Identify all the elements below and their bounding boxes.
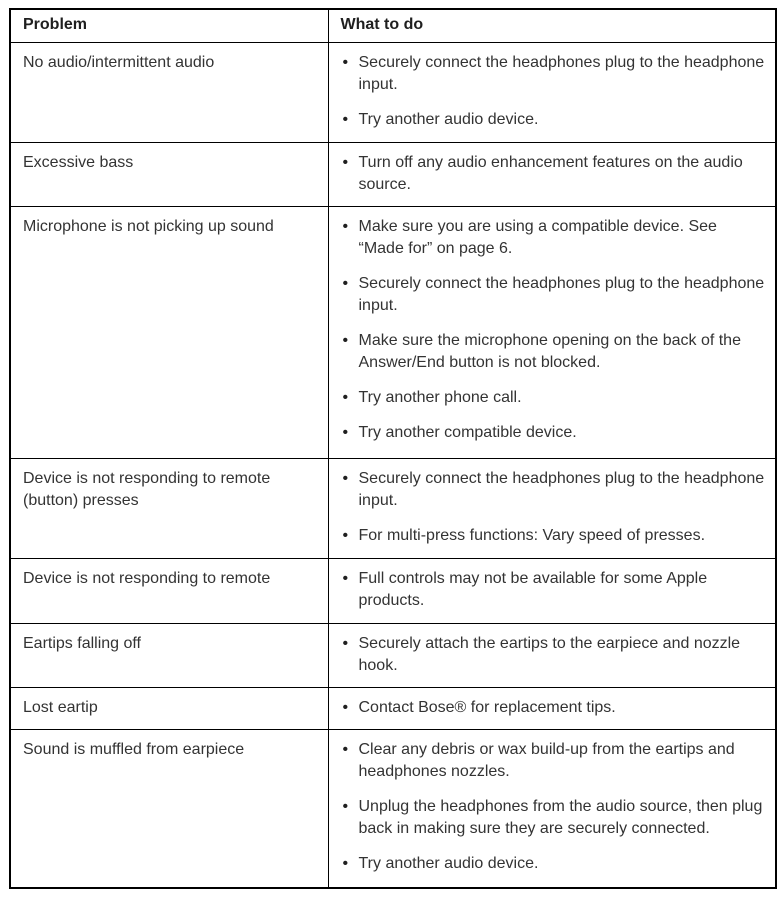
table-row [10,143,776,207]
solution-item [341,697,766,719]
solution-text: Securely attach the eartips to the earpiece and nozzle hook. [358,634,741,674]
solution-cell [328,207,776,459]
solution-cell [328,687,776,729]
bullet-icon: • [342,570,349,588]
bullet-icon: • [342,218,349,236]
table-row [10,687,776,729]
solution-list [341,468,766,547]
bullet-icon: • [342,54,349,71]
bullet-icon: • [342,389,349,407]
solution-item [341,387,766,409]
solution-text: Make sure the microphone opening on the back of the Answer/End button is not blocked. [358,332,741,372]
table-row [10,729,776,888]
solution-list [341,568,766,612]
solution-cell [328,43,776,143]
header-row [10,9,776,43]
troubleshooting-table-body [10,43,776,889]
bullet-icon: • [342,154,349,171]
solution-item [341,739,766,783]
problem-cell: Excessive bass [10,143,328,207]
solution-text: Try another compatible device. [358,424,577,442]
table-row [10,43,776,143]
bullet-icon: • [342,740,349,758]
header-what-to-do: What to do [328,9,776,43]
solution-text: Contact Bose® for replacement tips. [358,698,616,716]
solution-item [341,52,766,96]
solution-item [341,330,766,374]
solution-item [341,853,766,875]
solution-item [341,525,766,547]
solution-item [341,216,766,260]
solution-cell [328,623,776,687]
solution-list [341,216,766,444]
solution-text: Turn off any audio enhancement features on the audio source. [358,154,743,193]
problem-cell: Sound is muffled from earpiece [10,729,328,888]
problem-cell: Eartips falling off [10,623,328,687]
solution-list [341,697,766,719]
table-row [10,207,776,459]
solution-item [341,109,766,131]
problem-cell: Lost eartip [10,687,328,729]
bullet-icon: • [342,275,349,293]
bullet-icon: • [342,527,349,545]
solution-text: For multi-press functions: Vary speed of presses. [358,527,706,545]
bullet-icon: • [342,797,349,815]
problem-cell: No audio/intermittent audio [10,43,328,143]
solution-text: Securely connect the headphones plug to the headphone input. [358,470,765,510]
solution-cell [328,559,776,623]
table-header [10,9,776,43]
solution-cell [328,459,776,559]
table-row [10,459,776,559]
solution-item [341,273,766,317]
solution-item [341,152,766,196]
solution-text: Make sure you are using a compatible device. See “Made for” on page 6. [358,218,717,258]
solution-item [341,422,766,444]
table-row [10,623,776,687]
solution-text: Securely connect the headphones plug to the headphone input. [358,54,765,93]
problem-cell: Device is not responding to remote [10,559,328,623]
header-problem: Problem [10,9,328,43]
solution-item [341,468,766,512]
solution-text: Try another phone call. [358,389,522,407]
bullet-icon: • [342,111,349,128]
solution-item [341,568,766,612]
solution-text: Try another audio device. [358,111,539,128]
bullet-icon: • [342,470,349,488]
bullet-icon: • [342,332,349,350]
solution-text: Try another audio device. [358,854,539,872]
solution-text: Full controls may not be available for some Apple products. [358,570,708,610]
problem-cell: Device is not responding to remote (button) presses [10,459,328,559]
bullet-icon: • [342,698,349,716]
solution-list [341,152,766,196]
solution-text: Unplug the headphones from the audio source, then plug back in making sure they are securely connected. [358,797,763,837]
solution-cell [328,143,776,207]
table-row [10,559,776,623]
troubleshooting-table [9,8,777,889]
bullet-icon: • [342,854,349,872]
solution-list [341,633,766,677]
solution-item [341,633,766,677]
bullet-icon: • [342,424,349,442]
problem-cell: Microphone is not picking up sound [10,207,328,459]
solution-item [341,796,766,840]
solution-text: Securely connect the headphones plug to the headphone input. [358,275,765,315]
solution-text: Clear any debris or wax build-up from the eartips and headphones nozzles. [358,740,735,780]
solution-list [341,739,766,875]
solution-cell [328,729,776,888]
bullet-icon: • [342,634,349,652]
solution-list [341,52,766,131]
